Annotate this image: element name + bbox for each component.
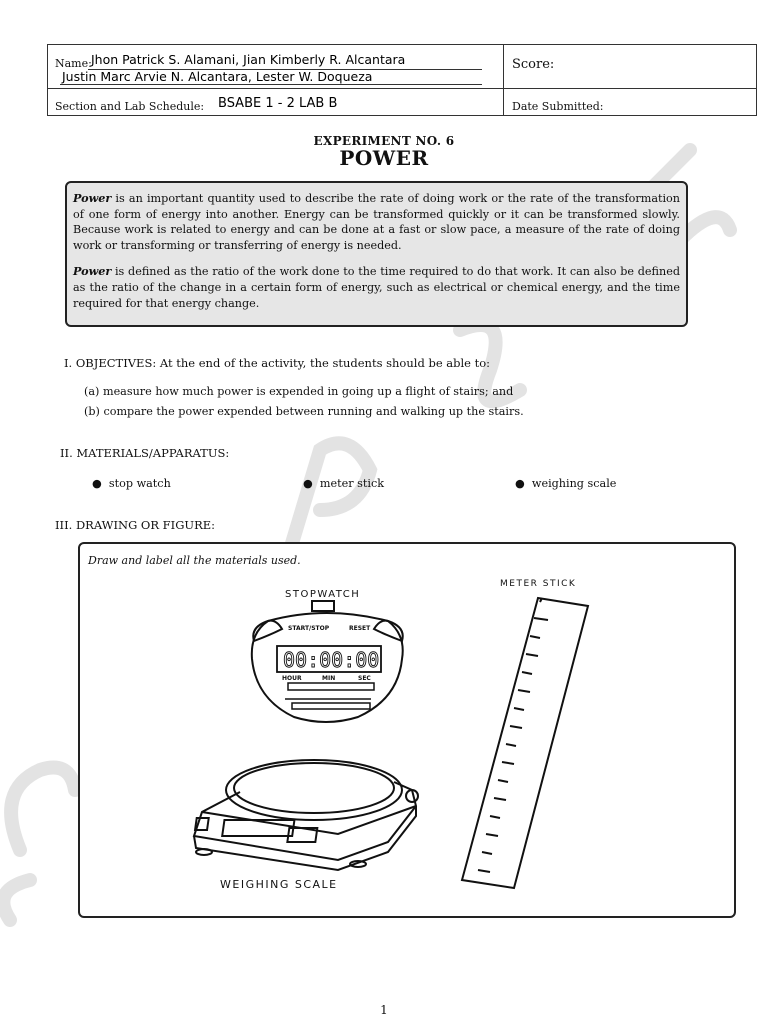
page-number: 1 xyxy=(380,1003,388,1017)
figure-heading: III. DRAWING OR FIGURE: xyxy=(55,518,215,532)
objective-item-b: (b) compare the power expended between running and walking up the stairs. xyxy=(84,405,524,418)
figure-box xyxy=(78,542,736,918)
weighing-scale-drawing xyxy=(188,752,424,872)
materials-heading: II. MATERIALS/APPARATUS: xyxy=(60,446,230,460)
objective-item-a: (a) measure how much power is expended in going up a flight of stairs; and xyxy=(84,385,514,398)
material-label: meter stick xyxy=(319,477,384,490)
definition-text-2: is defined as the ratio of the work done to the time required to do that work. It can also be defined as the ratio of the change in a certain form of energy, such as electrical or chemical energy, and the time required for that energy change. xyxy=(73,265,680,310)
date-label: Date Submitted: xyxy=(512,100,604,113)
score-label: Score: xyxy=(512,57,555,72)
hour-label: HOUR xyxy=(282,675,302,682)
section-label: Section and Lab Schedule: xyxy=(55,100,205,113)
definition-box xyxy=(65,181,688,327)
label-meter-stick: METER STICK xyxy=(500,579,577,589)
objectives-heading: I. OBJECTIVES: At the end of the activity, the students should be able to: xyxy=(64,356,491,370)
term-power-2: Power xyxy=(73,264,112,279)
material-item-1: ● stop watch xyxy=(92,477,171,490)
definition-text-1: is an important quantity used to describe the rate of doing work or the rate of the transformation of one form of energy into another. Energy can be transformed quickly or it can be transformed slowly. Because work is related to energy and can be done at a fast or slow pace, a measure of the rate of doing work or transforming or transferring of energy is needed. xyxy=(73,192,680,252)
label-weighing-scale: WEIGHING SCALE xyxy=(220,878,338,891)
name-line-1: Jhon Patrick S. Alamani, Jian Kimberly R. Alcantara xyxy=(91,52,406,67)
material-label: weighing scale xyxy=(531,477,617,490)
sec-label: SEC xyxy=(358,675,371,682)
reset-label: RESET xyxy=(349,625,371,632)
meter-stick-drawing xyxy=(460,592,592,892)
label-stopwatch: STOPWATCH xyxy=(285,589,361,600)
name-label: Name: xyxy=(55,57,92,70)
experiment-title: POWER xyxy=(339,146,429,170)
material-label: stop watch xyxy=(108,477,171,490)
material-item-2: ● meter stick xyxy=(303,477,384,490)
definition-paragraph-2 xyxy=(73,264,680,311)
stopwatch-drawing xyxy=(248,599,408,725)
definition-paragraph-1 xyxy=(73,191,680,253)
header-table xyxy=(47,44,757,116)
material-item-3: ● weighing scale xyxy=(515,477,617,490)
stopwatch-display: 00:00:00 xyxy=(283,648,380,672)
term-power-1: Power xyxy=(73,191,112,205)
section-value: BSABE 1 - 2 LAB B xyxy=(218,96,338,111)
name-line-2: Justin Marc Arvie N. Alcantara, Lester W. Doqueza xyxy=(62,69,373,84)
startstop-label: START/STOP xyxy=(288,625,330,632)
experiment-number: EXPERIMENT NO. 6 xyxy=(313,134,455,148)
figure-instruction: Draw and label all the materials used. xyxy=(88,554,301,567)
min-label: MIN xyxy=(322,675,336,682)
